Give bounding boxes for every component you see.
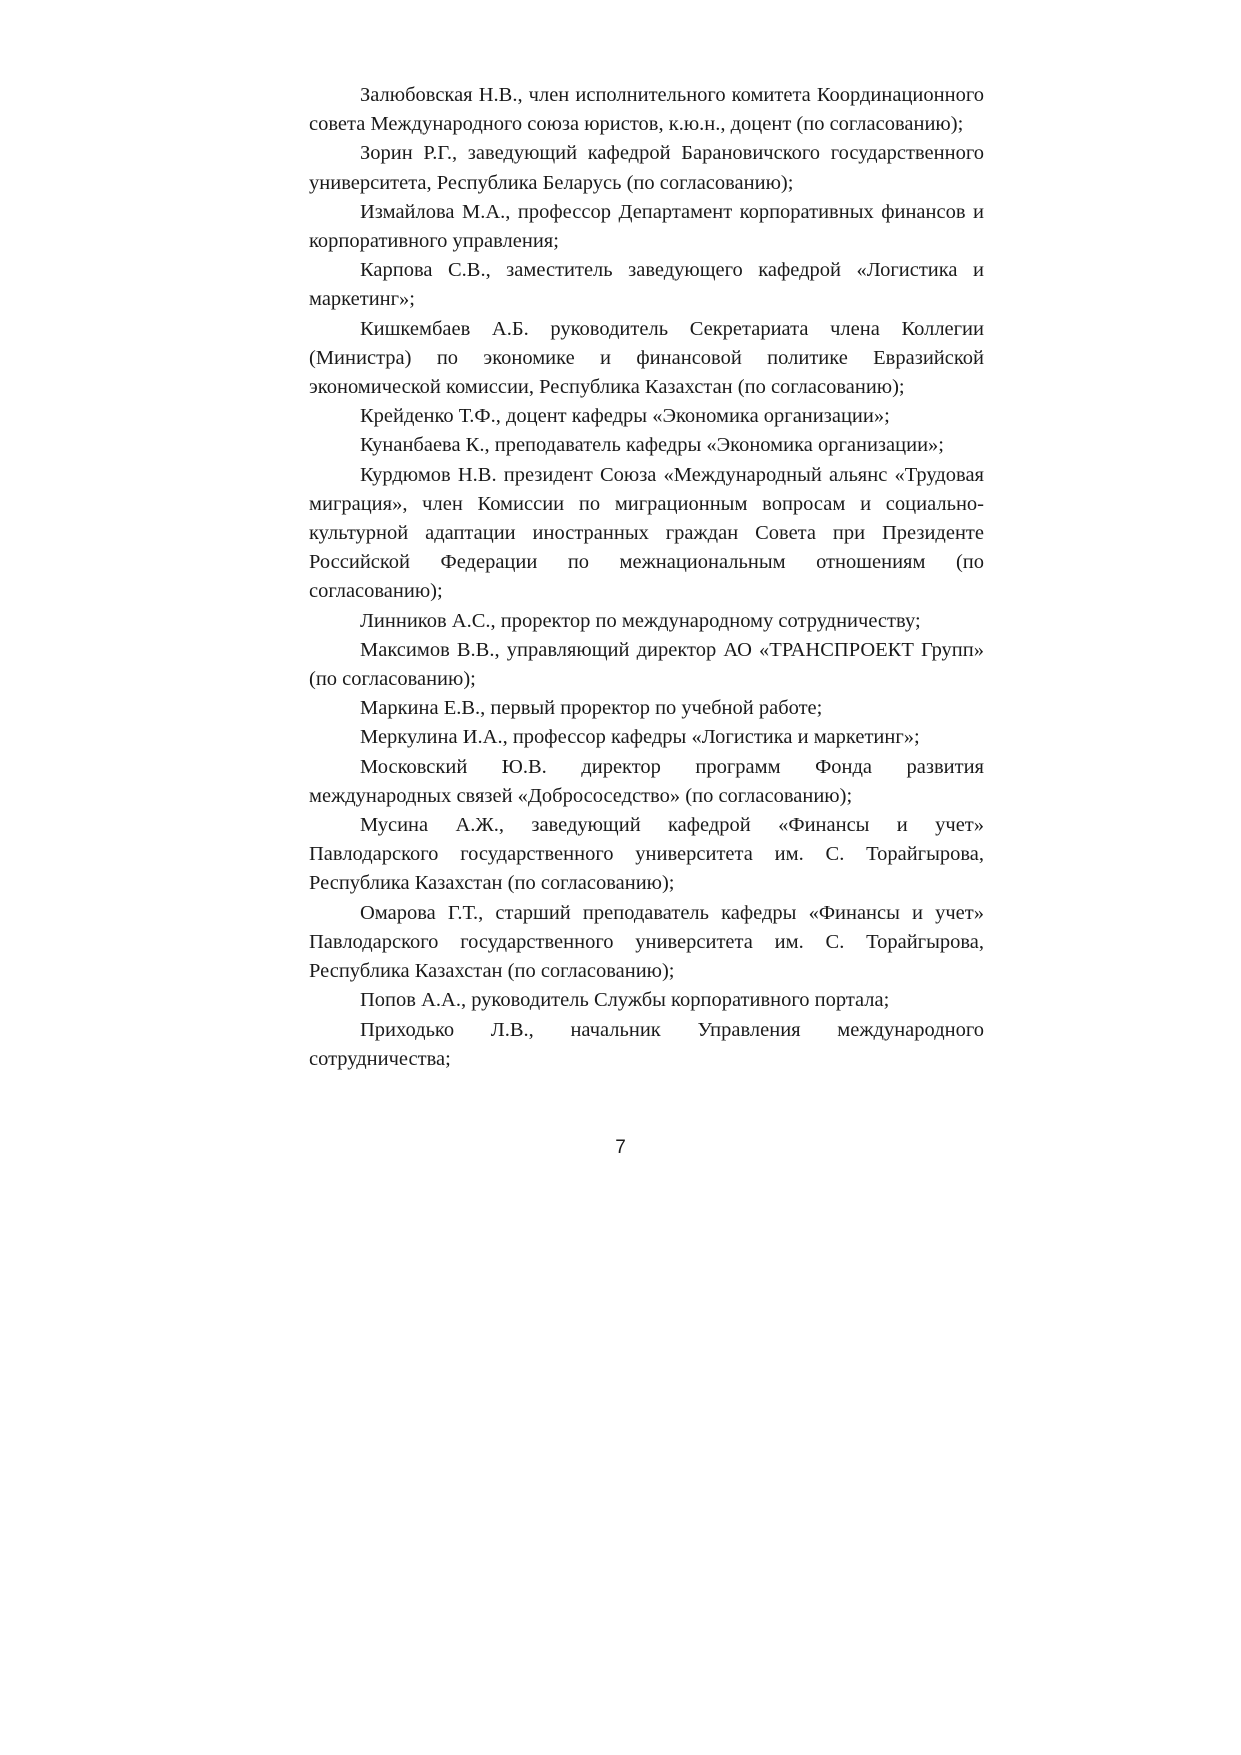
- entry-zalyubovskaya: Залюбовская Н.В., член исполнительного комитета Координационного совета Международного союза юристов, к.ю.н., доцент (по согласованию);: [309, 84, 984, 136]
- entry-omarova: Омарова Г.Т., старший преподаватель кафедры «Финансы и учет» Павлодарского государственного университета им. С. Торайгырова, Республика Казахстан (по согласованию);: [309, 901, 984, 983]
- entry-moskovsky: Московский Ю.В. директор программ Фонда развития международных связей «Добрососедство» (по согласованию);: [309, 755, 984, 807]
- entry-zorin: Зорин Р.Г., заведующий кафедрой Барановичского государственного университета, Республика Беларусь (по согласованию);: [309, 142, 984, 194]
- page-number: 7: [615, 1137, 626, 1158]
- entry-izmailova: Измайлова М.А., профессор Департамент корпоративных финансов и корпоративного управления;: [309, 200, 984, 253]
- document-body: [309, 81, 984, 1074]
- entry-linnikov: Линников А.С., проректор по международному сотрудничеству;: [360, 609, 921, 632]
- entry-kurdyumov: Курдюмов Н.В. президент Союза «Международный альянс «Трудовая миграция», член Комиссии по миграционным вопросам и социально-культурной адаптации иностранных граждан Совета при Президенте Российской Федерации по межнациональным отношениям (по согласованию);: [309, 463, 984, 603]
- entry-kishkembaev: Кишкембаев А.Б. руководитель Секретариата члена Коллегии (Министра) по экономике и финансовой политике Евразийской экономической комиссии, Республика Казахстан (по согласованию);: [309, 317, 984, 399]
- entry-merkulina: Меркулина И.А., профессор кафедры «Логистика и маркетинг»;: [360, 726, 920, 749]
- entry-kunanbaeva: Кунанбаева К., преподаватель кафедры «Экономика организации»;: [360, 434, 944, 457]
- entry-popov: Попов А.А., руководитель Службы корпоративного портала;: [360, 989, 890, 1012]
- entry-markina: Маркина Е.В., первый проректор по учебной работе;: [360, 697, 823, 720]
- entry-prikhodko: Приходько Л.В., начальник Управления международного сотрудничества;: [309, 1018, 984, 1070]
- entry-maksimov: Максимов В.В., управляющий директор АО «ТРАНСПРОЕКТ Групп» (по согласованию);: [309, 638, 984, 691]
- entry-musina: Мусина А.Ж., заведующий кафедрой «Финансы и учет» Павлодарского государственного университета им. С. Торайгырова, Республика Казахстан (по согласованию);: [309, 814, 984, 895]
- entry-karpova: Карпова С.В., заместитель заведующего кафедрой «Логистика и маркетинг»;: [309, 259, 984, 311]
- entry-kreidenko: Крейденко Т.Ф., доцент кафедры «Экономика организации»;: [360, 405, 890, 428]
